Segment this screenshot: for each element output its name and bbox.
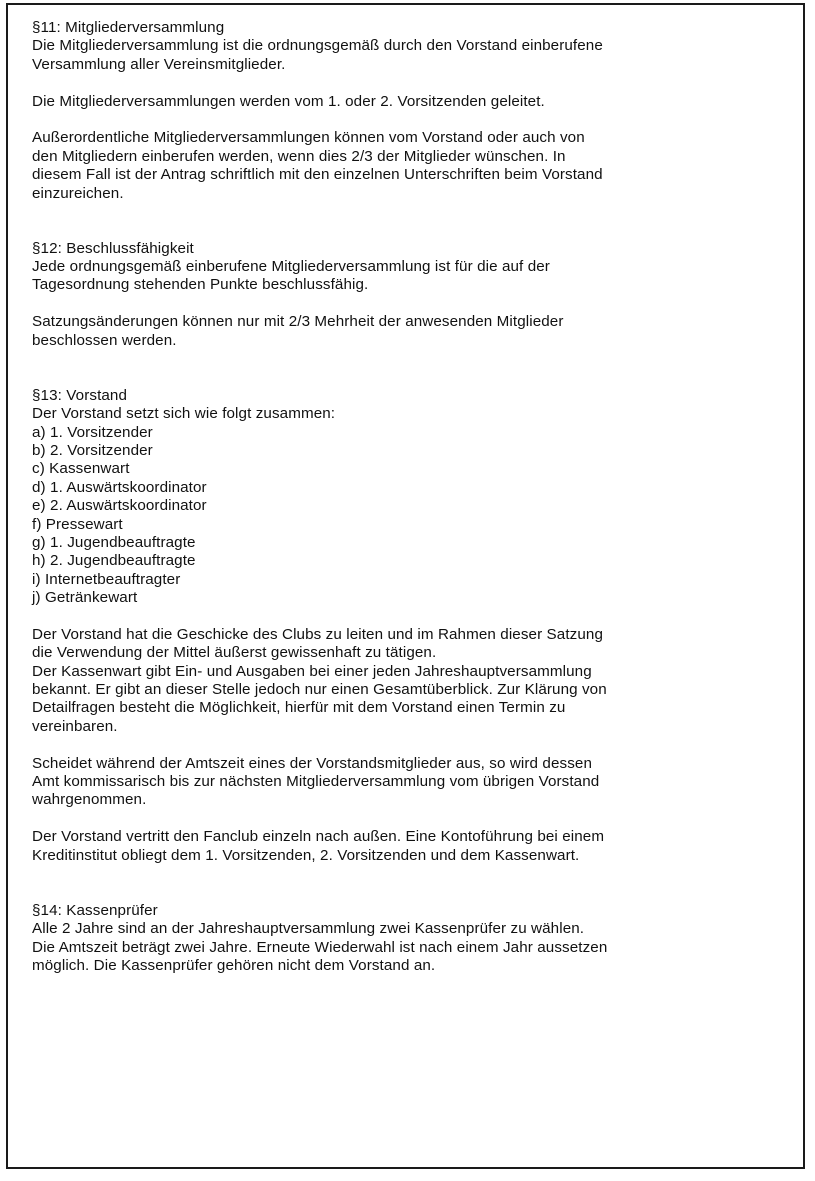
board-list-item: d) 1. Auswärtskoordinator: [32, 478, 207, 496]
board-list-item: f) Pressewart: [32, 515, 123, 533]
section-13-paragraph-1-line: vereinbaren.: [32, 717, 118, 735]
section-13-paragraph-2-line: Scheidet während der Amtszeit eines der Vorstandsmitglieder aus, so wird dessen: [32, 754, 593, 772]
board-list-item: g) 1. Jugendbeauftragte: [32, 533, 196, 551]
section-11-title: §11: Mitgliederversammlung: [32, 19, 225, 36]
section-11-paragraph-3-line: Außerordentliche Mitgliederversammlungen können vom Vorstand oder auch von: [32, 129, 585, 147]
section-14-title: §14: Kassenprüfer: [32, 901, 158, 919]
section-11-paragraph-1-line: Versammlung aller Vereinsmitglieder.: [32, 55, 286, 73]
section-11-paragraph-3-line: einzureichen.: [32, 184, 124, 202]
section-11-paragraph-3-line: diesem Fall ist der Antrag schriftlich mit den einzelnen Unterschriften beim Vorstand: [32, 166, 603, 184]
section-12-paragraph-2-line: Satzungsänderungen können nur mit 2/3 Mehrheit der anwesenden Mitglieder: [32, 313, 564, 331]
section-13-paragraph-3-line: Kreditinstitut obliegt dem 1. Vorsitzenden, 2. Vorsitzenden und dem Kassenwart.: [32, 846, 580, 864]
section-12-paragraph-2-line: beschlossen werden.: [32, 331, 177, 349]
document-page: [6, 3, 805, 1169]
section-13-intro: Der Vorstand setzt sich wie folgt zusammen:: [32, 405, 336, 423]
board-list-item: i) Internetbeauftragter: [32, 570, 181, 588]
document-body: [32, 19, 783, 975]
board-list-item: a) 1. Vorsitzender: [32, 423, 153, 441]
section-12-title: §12: Beschlussfähigkeit: [32, 239, 194, 257]
section-11-paragraph-2-line: Die Mitgliederversammlungen werden vom 1. oder 2. Vorsitzenden geleitet.: [32, 92, 545, 110]
section-13-paragraph-3-line: Der Vorstand vertritt den Fanclub einzeln nach außen. Eine Kontoführung bei einem: [32, 828, 605, 846]
section-13-paragraph-2-line: wahrgenommen.: [32, 791, 147, 809]
section-14-paragraph-1-line: Die Amtszeit beträgt zwei Jahre. Erneute Wiederwahl ist nach einem Jahr aussetzen: [32, 938, 608, 956]
section-14-paragraph-1-line: möglich. Die Kassenprüfer gehören nicht dem Vorstand an.: [32, 956, 436, 974]
section-12-paragraph-1-line: Jede ordnungsgemäß einberufene Mitgliederversammlung ist für die auf der: [32, 258, 550, 276]
board-list-item: h) 2. Jugendbeauftragte: [32, 552, 196, 570]
section-11-paragraph-3-line: den Mitgliedern einberufen werden, wenn dies 2/3 der Mitglieder wünschen. In: [32, 147, 566, 165]
section-13-paragraph-2-line: Amt kommissarisch bis zur nächsten Mitgliederversammlung vom übrigen Vorstand: [32, 773, 600, 791]
section-12-paragraph-1-line: Tagesordnung stehenden Punkte beschlussfähig.: [32, 276, 369, 294]
section-11-paragraph-1-line: Die Mitgliederversammlung ist die ordnungsgemäß durch den Vorstand einberufene: [32, 37, 603, 55]
section-13-paragraph-1-line: Der Kassenwart gibt Ein- und Ausgaben bei einer jeden Jahreshauptversammlung: [32, 662, 592, 680]
section-13-title: §13: Vorstand: [32, 386, 128, 404]
board-list-item: b) 2. Vorsitzender: [32, 442, 153, 460]
section-13-paragraph-1-line: bekannt. Er gibt an dieser Stelle jedoch nur einen Gesamtüberblick. Zur Klärung von: [32, 681, 607, 699]
board-list-item: c) Kassenwart: [32, 460, 130, 478]
board-list-item: e) 2. Auswärtskoordinator: [32, 497, 207, 515]
section-13-paragraph-1-line: Der Vorstand hat die Geschicke des Clubs zu leiten und im Rahmen dieser Satzung: [32, 625, 603, 643]
board-list-item: j) Getränkewart: [32, 589, 138, 607]
section-13-paragraph-1-line: die Verwendung der Mittel äußerst gewissenhaft zu tätigen.: [32, 644, 437, 662]
section-13-paragraph-1-line: Detailfragen besteht die Möglichkeit, hierfür mit dem Vorstand einen Termin zu: [32, 699, 566, 717]
section-14-paragraph-1-line: Alle 2 Jahre sind an der Jahreshauptversammlung zwei Kassenprüfer zu wählen.: [32, 920, 585, 938]
